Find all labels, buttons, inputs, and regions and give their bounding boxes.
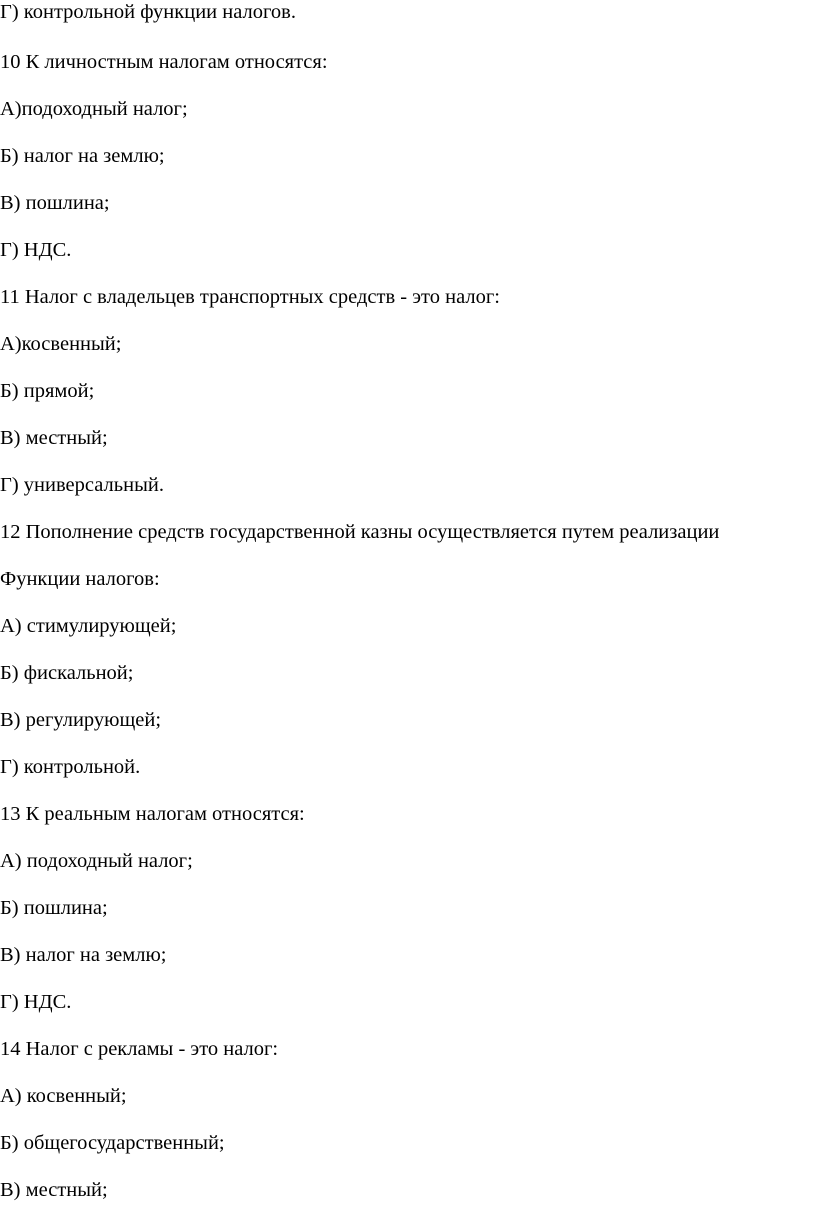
question-10: 10 К личностным налогам относятся: [0, 51, 328, 73]
answer-option: Г) НДС. [0, 991, 72, 1013]
answer-option: Г) НДС. [0, 239, 72, 261]
answer-option: А)подоходный налог; [0, 98, 188, 120]
answer-option: Г) контрольной функции налогов. [0, 1, 296, 23]
answer-option: Б) прямой; [0, 380, 95, 402]
answer-option: В) местный; [0, 1179, 108, 1201]
answer-option: Б) фискальной; [0, 662, 134, 684]
answer-option: В) регулирующей; [0, 709, 162, 731]
answer-option: Г) универсальный. [0, 474, 164, 496]
answer-option: Б) общегосударственный; [0, 1132, 225, 1154]
question-12: 12 Пополнение средств государственной казны осуществляется путем реализации [0, 521, 720, 543]
question-12-continuation: Функции налогов: [0, 568, 160, 590]
answer-option: Г) контрольной. [0, 756, 141, 778]
question-11: 11 Налог с владельцев транспортных средств - это налог: [0, 286, 500, 308]
answer-option: В) местный; [0, 427, 108, 449]
question-14: 14 Налог с рекламы - это налог: [0, 1038, 279, 1060]
answer-option: Б) налог на землю; [0, 145, 165, 167]
answer-option: В) пошлина; [0, 192, 110, 214]
question-13: 13 К реальным налогам относятся: [0, 803, 305, 825]
answer-option: А)косвенный; [0, 333, 122, 355]
answer-option: Б) пошлина; [0, 897, 108, 919]
answer-option: А) косвенный; [0, 1085, 127, 1107]
answer-option: А) подоходный налог; [0, 850, 193, 872]
answer-option: А) стимулирующей; [0, 615, 177, 637]
answer-option: В) налог на землю; [0, 944, 167, 966]
